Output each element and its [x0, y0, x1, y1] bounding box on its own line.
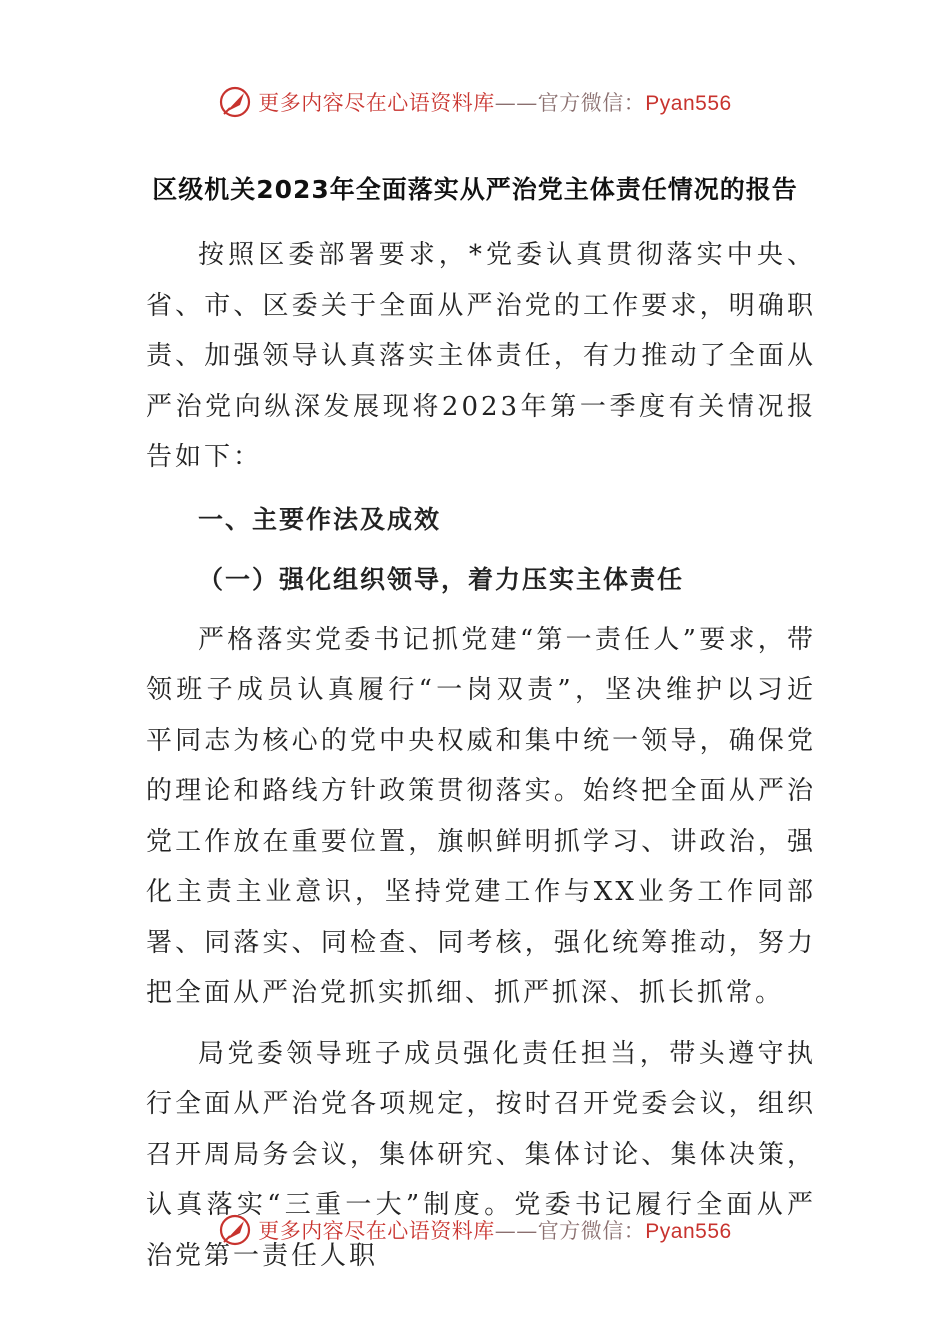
document-title: 区级机关2023年全面落实从严治党主体责任情况的报告 [152, 175, 798, 204]
watermark-banner-bottom [0, 1210, 950, 1250]
body-paragraph-2: 局党委领导班子成员强化责任担当，带头遵守执行全面从严治党各项规定，按时召开党委会议，组织召开周局务会议，集体研究、集体讨论、集体决策，认真落实“三重一大”制度。党委书记履行全面从严治党第一责任人职 [146, 1038, 816, 1271]
quill-logo-icon [218, 85, 252, 119]
body-paragraph-1: 严格落实党委书记抓党建“第一责任人”要求，带领班子成员认真履行“一岗双责”，坚决维护以习近平同志为核心的党中央权威和集中统一领导，确保党的理论和路线方针政策贯彻落实。始终把全面从严治党工作放在重要位置，旗帜鲜明抓学习、讲政治，强化主责主业意识，坚持党建工作与XX业务工作同部署、同落实、同检查、同考核，强化统筹推动，努力把全面从严治党抓实抓细、抓严抓深、抓长抓常。 [146, 624, 816, 1008]
section-heading: 一、主要作法及成效 [198, 504, 442, 534]
subsection-heading: （一）强化组织领导，着力压实主体责任 [198, 564, 685, 594]
intro-paragraph: 按照区委部署要求，*党委认真贯彻落实中央、省、市、区委关于全面从严治党的工作要求，明确职责、加强领导认真落实主体责任，有力推动了全面从严治党向纵深发展现将2023年第一季度有关情况报告如下： [146, 240, 816, 472]
watermark-text: 更多内容尽在心语资料库——官方微信：Pyan556 [258, 91, 732, 115]
quill-logo-icon [218, 1213, 252, 1247]
watermark-banner-top [0, 82, 950, 122]
watermark-text: 更多内容尽在心语资料库——官方微信：Pyan556 [258, 1219, 732, 1243]
document-body [146, 230, 816, 1281]
